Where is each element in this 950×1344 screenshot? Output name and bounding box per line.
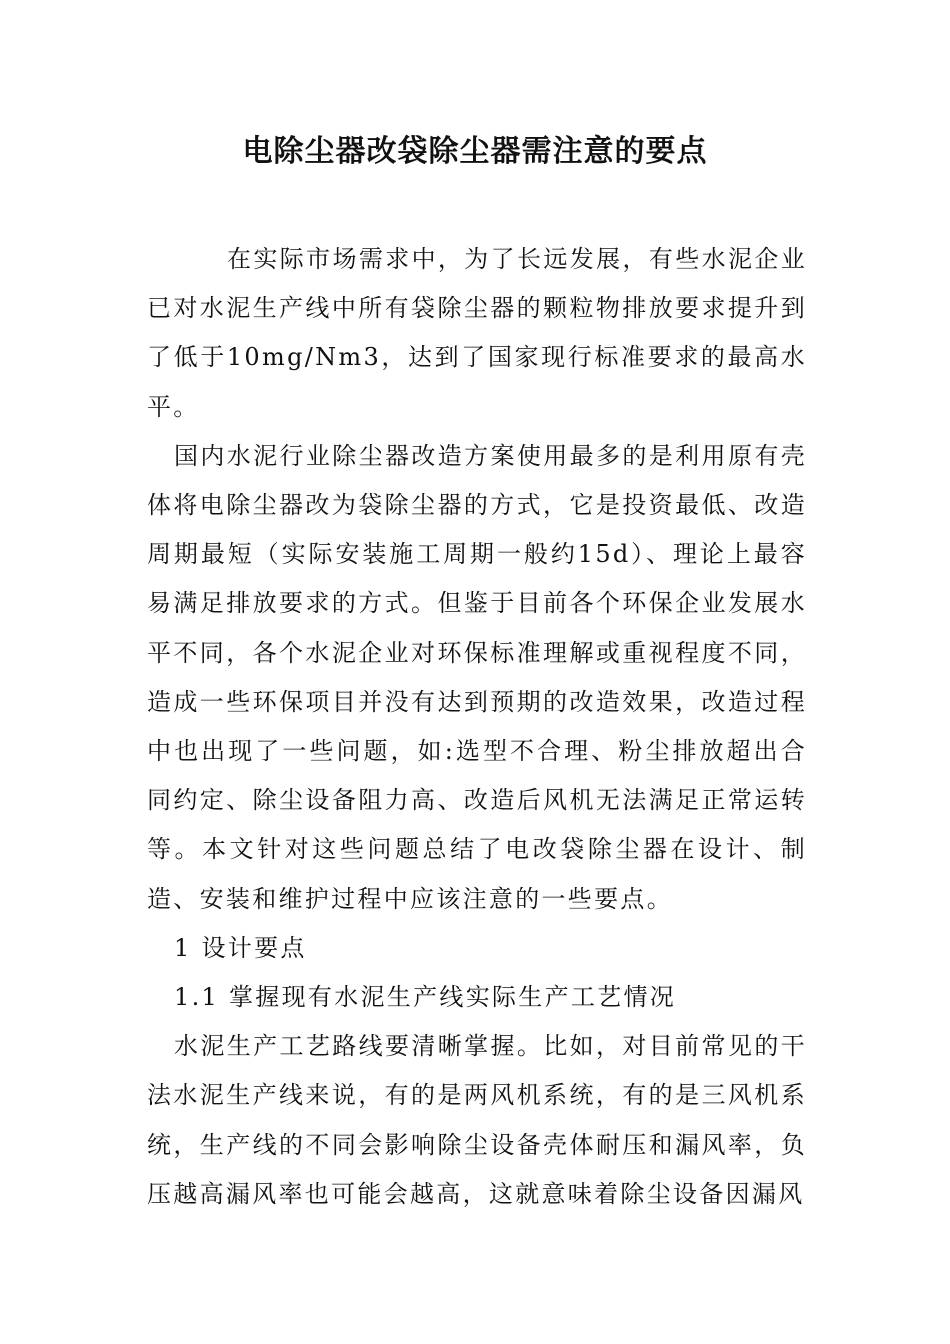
paragraph-intro: 在实际市场需求中，为了长远发展，有些水泥企业已对水泥生产线中所有袋除尘器的颗粒物排放要求提升到了低于10mg/Nm3，达到了国家现行标准要求的最高水平。 bbox=[147, 245, 807, 421]
paragraph-process: 水泥生产工艺路线要清晰掌握。比如，对目前常见的干法水泥生产线来说，有的是两风机系统，有的是三风机系统，生产线的不同会影响除尘设备壳体耐压和漏风率，负压越高漏风率也可能会越高，这就意味着除尘设备因漏风 bbox=[147, 1032, 807, 1208]
subsection-heading-process: 1.1 掌握现有水泥生产线实际生产工艺情况 bbox=[174, 983, 677, 1012]
paragraph-background: 国内水泥行业除尘器改造方案使用最多的是利用原有壳体将电除尘器改为袋除尘器的方式，它是投资最低、改造周期最短（实际安装施工周期一般约15d）、理论上最容易满足排放要求的方式。但鉴于目前各个环保企业发展水平不同，各个水泥企业对环保标准理解或重视程度不同，造成一些环保项目并没有达到预期的改造效果，改造过程中也出现了一些问题，如:选型不合理、粉尘排放超出合同约定、除尘设备阻力高、改造后风机无法满足正常运转等。本文针对这些问题总结了电改袋除尘器在设计、制造、安装和维护过程中应该注意的一些要点。 bbox=[147, 441, 807, 913]
document-title: 电除尘器改袋除尘器需注意的要点 bbox=[242, 134, 708, 169]
document-body bbox=[147, 235, 807, 1219]
section-heading-design: 1 设计要点 bbox=[174, 933, 307, 962]
